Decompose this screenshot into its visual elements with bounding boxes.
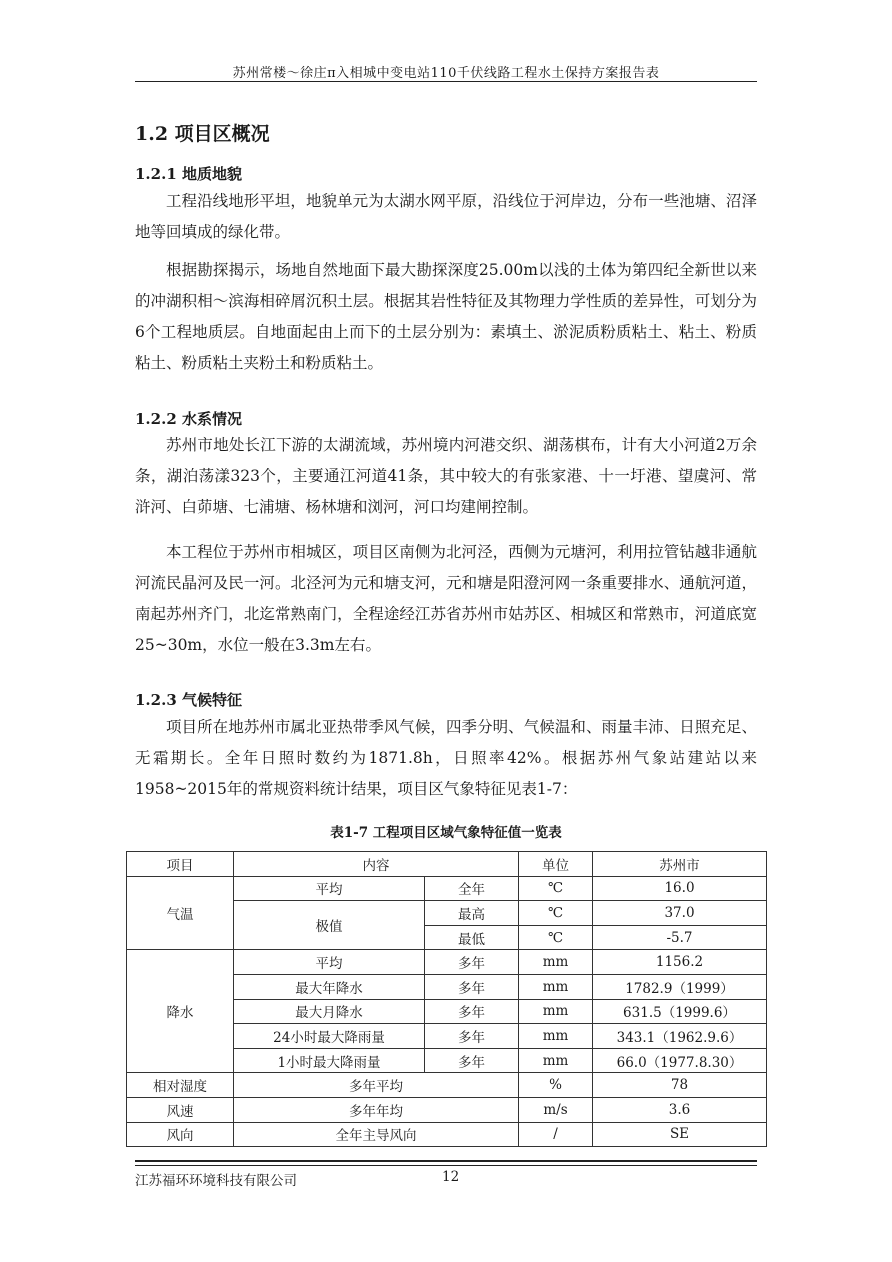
- precipitation-unit: mm: [519, 974, 593, 999]
- precipitation-period: 多年: [425, 974, 519, 999]
- water-paragraph-1: 苏州市地处长江下游的太湖流域，苏州境内河港交织、湖荡棋布，计有大小河道2万余条，湖泊荡漾323个，主要通江河道41条，其中较大的有张家港、十一圩港、望虞河、常浒河、白茆塘、七浦塘、杨林塘和浏河，河口均建闸控制。: [135, 436, 757, 516]
- temperature-avg-value: 16.0: [593, 876, 767, 901]
- wind-direction-value: SE: [593, 1122, 767, 1147]
- table-row: [127, 876, 767, 901]
- temperature-extreme-label: 极值: [234, 901, 425, 950]
- temperature-avg-unit: ℃: [519, 876, 593, 901]
- precipitation-content: 最大年降水: [234, 974, 425, 999]
- wind-speed-content: 多年年均: [234, 1097, 519, 1122]
- header-rule: [135, 81, 757, 82]
- geology-heading: 1.2.1 地质地貌: [135, 165, 242, 183]
- precipitation-unit: mm: [519, 999, 593, 1024]
- precipitation-period: 多年: [425, 1024, 519, 1049]
- precipitation-value: 631.5（1999.6）: [593, 999, 767, 1024]
- precipitation-content: 24小时最大降雨量: [234, 1024, 425, 1049]
- footer-rule: [135, 1165, 757, 1166]
- precipitation-period: 多年: [425, 999, 519, 1024]
- temperature-label: 气温: [127, 876, 234, 950]
- geology-paragraph-1: 工程沿线地形平坦，地貌单元为太湖水网平原，沿线位于河岸边，分布一些池塘、沼泽地等回填成的绿化带。: [135, 192, 757, 241]
- table-row: [127, 1122, 767, 1147]
- water-paragraph-2: 本工程位于苏州市相城区，项目区南侧为北河泾，西侧为元塘河，利用拉管钻越非通航河流民晶河及民一河。北泾河为元和塘支河，元和塘是阳澄河网一条重要排水、通航河道，南起苏州齐门，北迄常熟南门，全程途经江苏省苏州市姑苏区、相城区和常熟市，河道底宽25~30m，水位一般在3.3m左右。: [135, 543, 757, 654]
- precipitation-content: 1小时最大降雨量: [234, 1048, 425, 1073]
- precipitation-value: 1156.2: [593, 950, 767, 975]
- temperature-max-value: 37.0: [593, 901, 767, 926]
- wind-speed-label: 风速: [127, 1097, 234, 1122]
- temperature-max-label: 最高: [425, 901, 519, 926]
- climate-paragraph-1: 项目所在地苏州市属北亚热带季风气候，四季分明、气候温和、雨量丰沛、日照充足、无霜期长。全年日照时数约为1871.8h，日照率42%。根据苏州气象站建站以来1958~2015年的常规资料统计结果，项目区气象特征见表1-7：: [135, 718, 757, 798]
- precipitation-value: 343.1（1962.9.6）: [593, 1024, 767, 1049]
- climate-table: [126, 851, 767, 1147]
- temperature-avg-label: 平均: [234, 876, 425, 901]
- precipitation-unit: mm: [519, 1048, 593, 1073]
- precipitation-content: 平均: [234, 950, 425, 975]
- humidity-content: 多年平均: [234, 1073, 519, 1098]
- precipitation-label: 降水: [127, 950, 234, 1073]
- table-header-row: [127, 852, 767, 877]
- precipitation-period: 多年: [425, 950, 519, 975]
- section-title: 1.2 项目区概况: [135, 123, 270, 145]
- header-item: 项目: [127, 852, 234, 877]
- wind-direction-label: 风向: [127, 1122, 234, 1147]
- table-row: [127, 950, 767, 975]
- humidity-unit: %: [519, 1073, 593, 1098]
- precipitation-unit: mm: [519, 950, 593, 975]
- wind-speed-unit: m/s: [519, 1097, 593, 1122]
- header-content: 内容: [234, 852, 519, 877]
- humidity-value: 78: [593, 1073, 767, 1098]
- header-unit: 单位: [519, 852, 593, 877]
- humidity-label: 相对湿度: [127, 1073, 234, 1098]
- temperature-avg-period: 全年: [425, 876, 519, 901]
- page-number: 12: [442, 1169, 460, 1185]
- wind-direction-unit: /: [519, 1122, 593, 1147]
- footer-rule: [135, 1160, 757, 1162]
- header-value: 苏州市: [593, 852, 767, 877]
- footer-company: 江苏福环环境科技有限公司: [135, 1173, 297, 1189]
- precipitation-period: 多年: [425, 1048, 519, 1073]
- wind-speed-value: 3.6: [593, 1097, 767, 1122]
- page-header-title: 苏州常楼～徐庄π入相城中变电站110千伏线路工程水土保持方案报告表: [232, 66, 660, 81]
- precipitation-value: 1782.9（1999）: [593, 974, 767, 999]
- table-row: [127, 1073, 767, 1098]
- climate-heading: 1.2.3 气候特征: [135, 691, 242, 709]
- precipitation-value: 66.0（1977.8.30）: [593, 1048, 767, 1073]
- table-caption: 表1-7 工程项目区域气象特征值一览表: [330, 825, 562, 841]
- wind-direction-content: 全年主导风向: [234, 1122, 519, 1147]
- precipitation-content: 最大月降水: [234, 999, 425, 1024]
- water-heading: 1.2.2 水系情况: [135, 410, 242, 428]
- table-row: [127, 1097, 767, 1122]
- precipitation-unit: mm: [519, 1024, 593, 1049]
- temperature-min-label: 最低: [425, 925, 519, 950]
- temperature-min-unit: ℃: [519, 925, 593, 950]
- geology-paragraph-2: 根据勘探揭示，场地自然地面下最大勘探深度25.00m以浅的土体为第四纪全新世以来的冲湖积相～滨海相碎屑沉积土层。根据其岩性特征及其物理力学性质的差异性，可划分为6个工程地质层。自地面起由上而下的土层分别为：素填土、淤泥质粉质粘土、粘土、粉质粘土、粉质粘土夹粉土和粉质粘土。: [135, 261, 757, 372]
- temperature-min-value: -5.7: [593, 925, 767, 950]
- temperature-max-unit: ℃: [519, 901, 593, 926]
